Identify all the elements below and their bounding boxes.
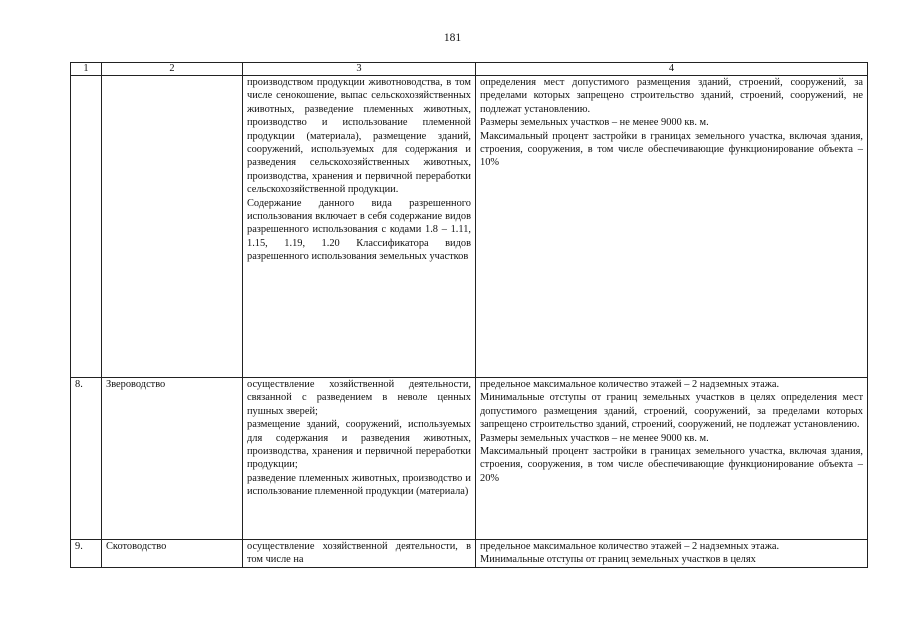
table-row [71,540,868,568]
parameter-paragraph: предельное максимальное количество этажей – 2 надземных этажа. [480,379,780,390]
page-number: 181 [443,32,462,44]
parameter-paragraph: определения мест допустимого размещения зданий, строений, сооружений, за пределами которых запрещено строительство зданий, строений, сооружений, не подлежат установлению. [480,77,863,115]
use-description [243,378,476,540]
parameter-paragraph: Размеры земельных участков – не менее 9000 кв. м. [480,117,709,129]
parameter-paragraph: Максимальный процент застройки в границах земельного участка, включая здания, строения, сооружения, в том числе обеспечивающие функционирование объекта – 20% [480,446,863,484]
description-paragraph: Содержание данного вида разрешенного использования включает в себя содержание видов разрешенного использования с кодами 1.8 – 1.11, 1.15, 1.19, 1.20 Классификатора видов разрешенного использования земельных участков [247,197,471,263]
use-parameters [476,378,868,540]
row-number: 9. [71,540,102,568]
row-number: 8. [71,378,102,540]
description-paragraph: разведение племенных животных, производство и использование племенной продукции (материала) [247,472,471,498]
use-parameters [476,540,868,568]
parameter-paragraph: предельное максимальное количество этажей – 2 надземных этажа. [480,541,780,552]
use-type-name [102,76,243,378]
parameter-paragraph: Минимальные отступы от границ земельных участков в целях определения мест допустимого размещения зданий, строений, сооружений, за пределами которых запрещено строительство зданий, строений, сооружений, не подлежат установлению. [480,392,863,431]
land-use-table [70,62,868,568]
use-description [243,76,476,378]
header-col-3: 3 [243,63,476,76]
use-type-name: Скотоводство [102,540,243,568]
description-paragraph: осуществление хозяйственной деятельности, в том числе на [247,541,471,566]
table-row [71,378,868,540]
table-row [71,76,868,378]
table-header-row [71,63,868,76]
header-col-2: 2 [102,63,243,76]
parameter-paragraph: Максимальный процент застройки в границах земельного участка, включая здания, строения, сооружения, в том числе обеспечивающие функционирование объекта – 10% [480,130,863,169]
description-paragraph: производством продукции животноводства, в том числе сенокошение, выпас сельскохозяйственных животных, разведение племенных животных, производство и использование племенной продукции (материала), размещение зданий, сооружений, используемых для содержания и разведения сельскохозяйственных животных, производства, хранения и первичной переработки сельскохозяйственной продукции. [247,77,471,196]
row-number [71,76,102,378]
header-col-1: 1 [71,63,102,76]
use-description [243,540,476,568]
description-paragraph: размещение зданий, сооружений, используемых для содержания и разведения животных, производства, хранения и первичной переработки продукции; [247,419,471,471]
header-col-4: 4 [476,63,868,76]
use-parameters [476,76,868,378]
description-paragraph: осуществление хозяйственной деятельности, связанной с разведением в неволе ценных пушных зверей; [247,379,471,417]
parameter-paragraph: Размеры земельных участков – не менее 9000 кв. м. [480,432,709,444]
use-type-name: Звероводство [102,378,243,540]
parameter-paragraph: Минимальные отступы от границ земельных участков в целях [480,554,756,566]
